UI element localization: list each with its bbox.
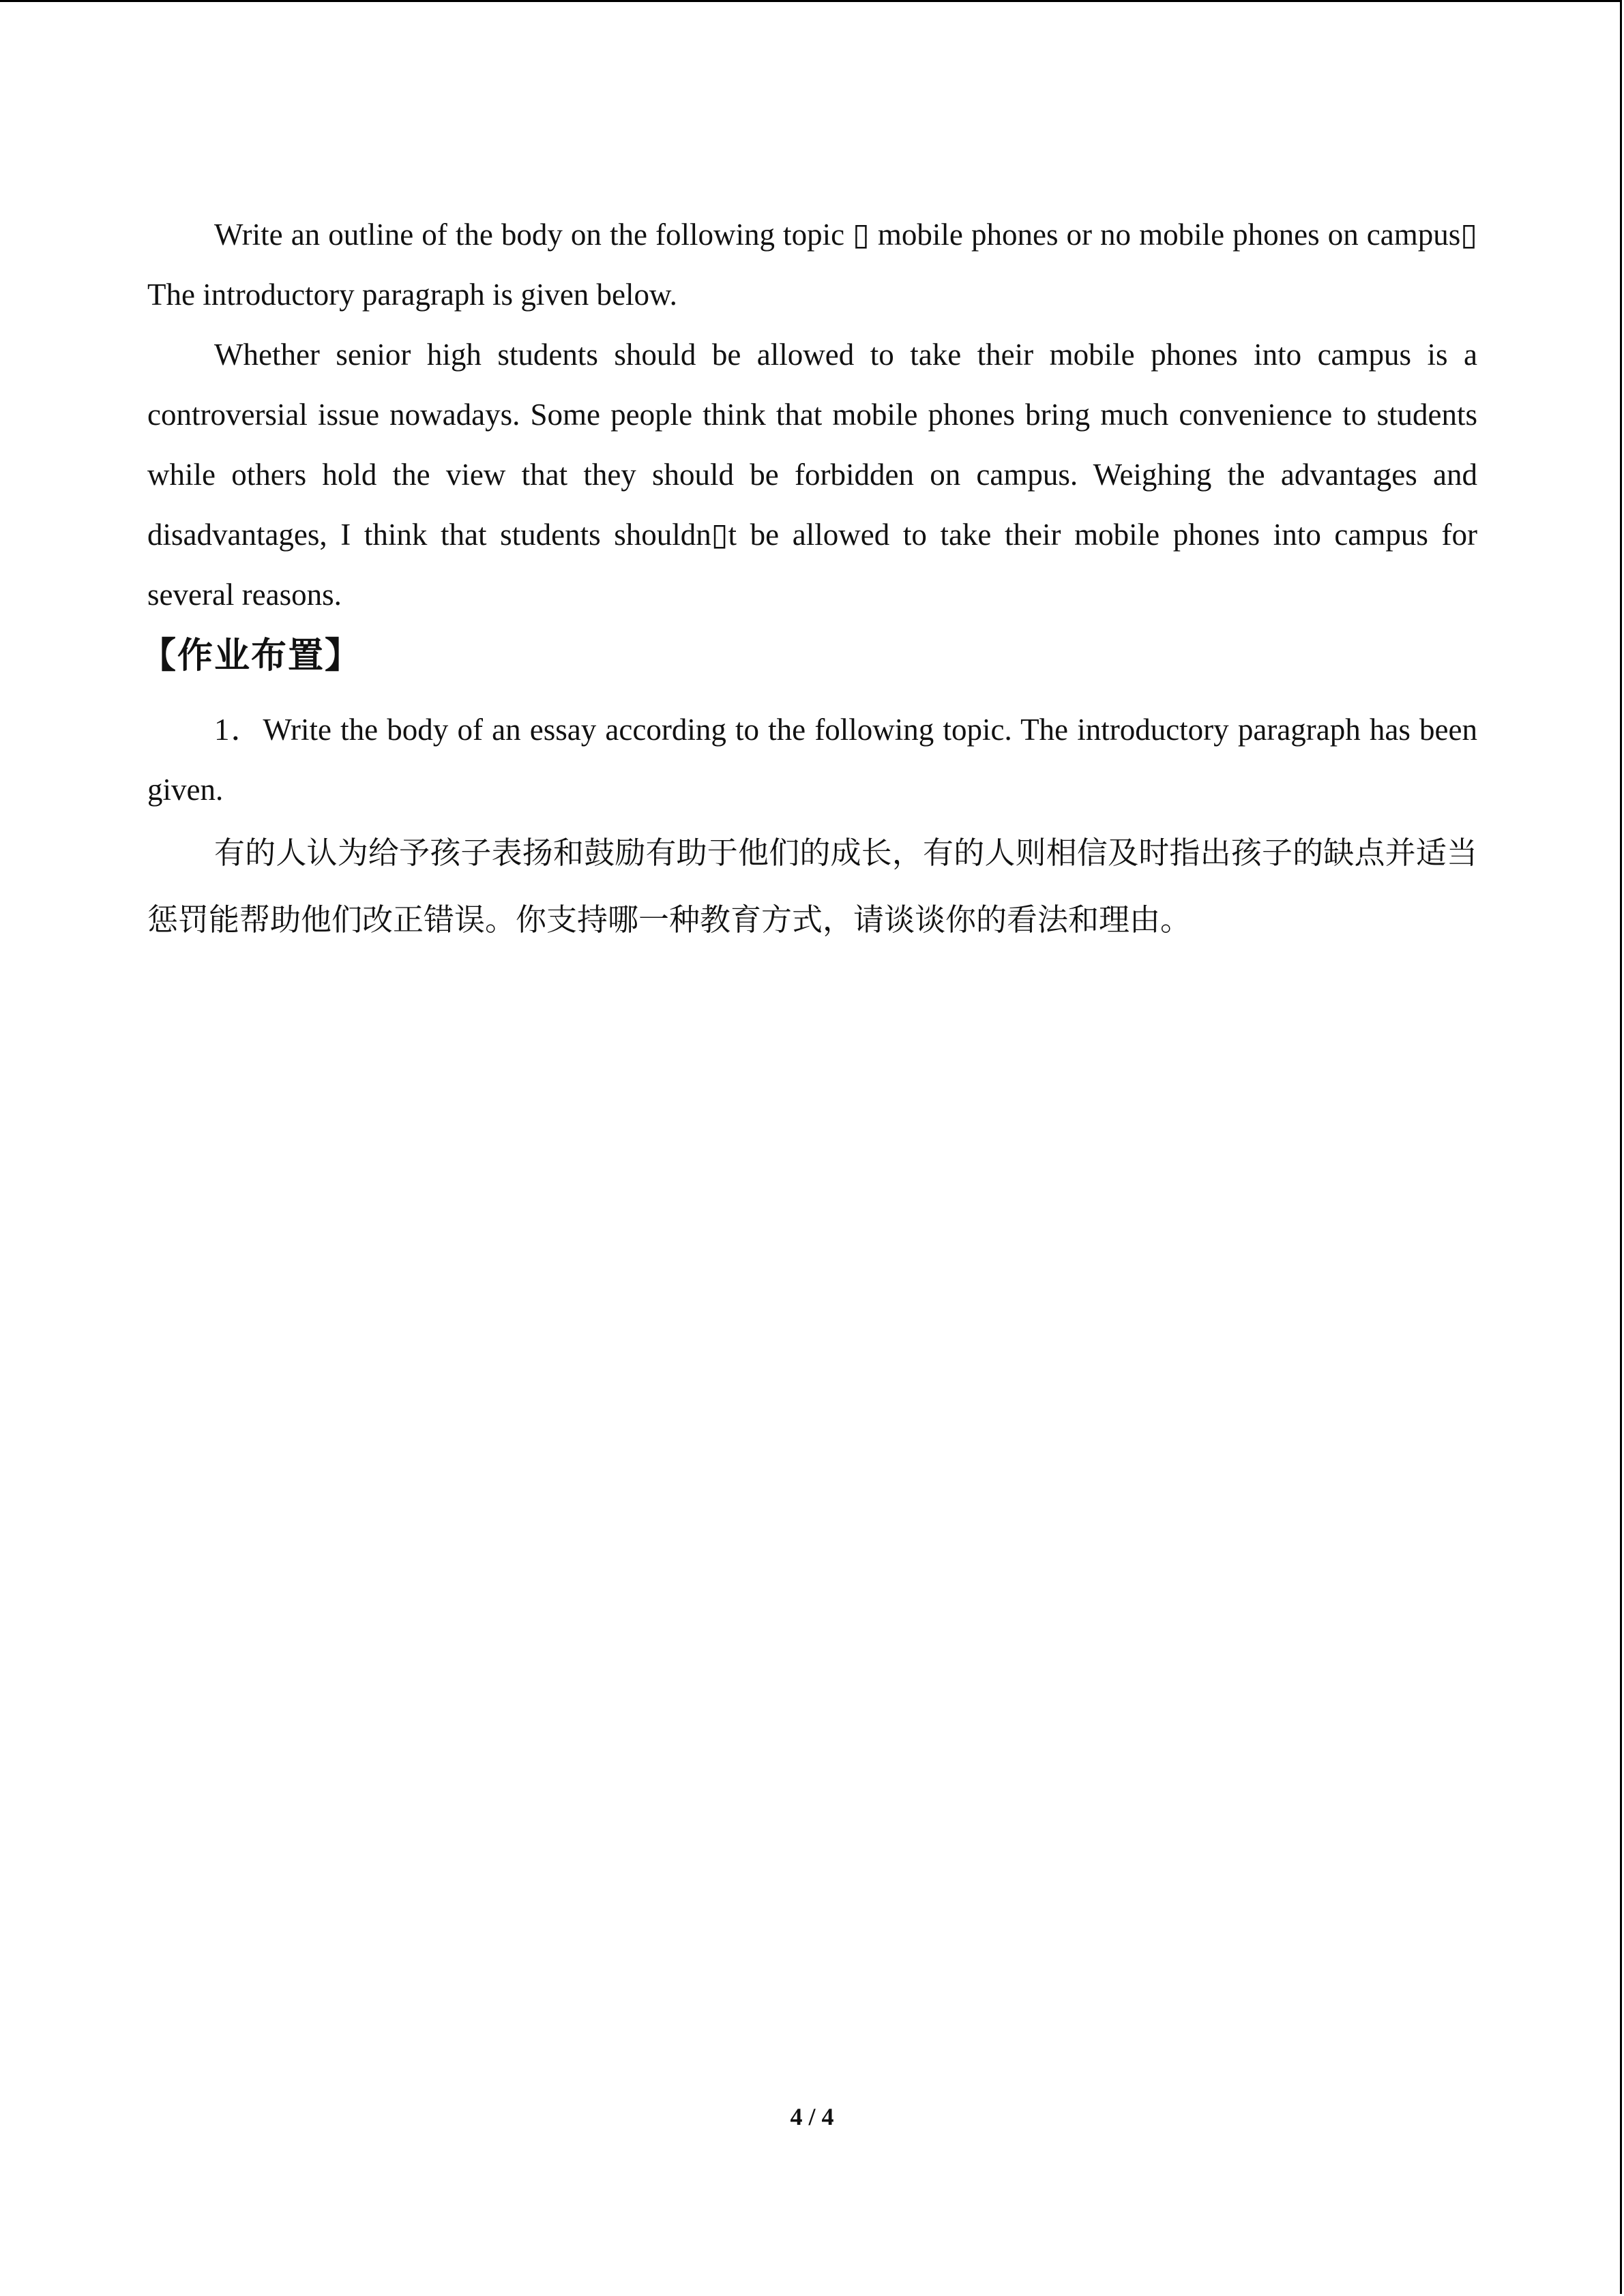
section-heading: 【作业布置】 [141,636,362,676]
paragraph-introduction: Whether senior high students should be allowed to take their mobile phones into campus is a controversial issue nowadays. Some people think that mobile phones bring much convenience to students while others hold the view that they should be forbidden on campus. Weighing the advantages and disadvantages, I think that students shouldn▯t be allowed to take their mobile phones into campus for several reasons. [147,338,1477,612]
page-number: 4 / 4 [790,2103,834,2130]
homework-item-1-chinese: 有的人认为给予孩子表扬和鼓励有助于他们的成长，有的人则相信及时指出孩子的缺点并适当惩罚能帮助他们改正错误。你支持哪一种教育方式，请谈谈你的看法和理由。 [147,835,1477,938]
document-body [141,205,1477,953]
homework-item-1: 1．Write the body of an essay according to the following topic. The introductory paragraph has been given. [147,713,1477,807]
paragraph-outline-task: Write an outline of the body on the following topic ▯ mobile phones or no mobile phones on campus▯ The introductory paragraph is given below. [147,218,1477,312]
